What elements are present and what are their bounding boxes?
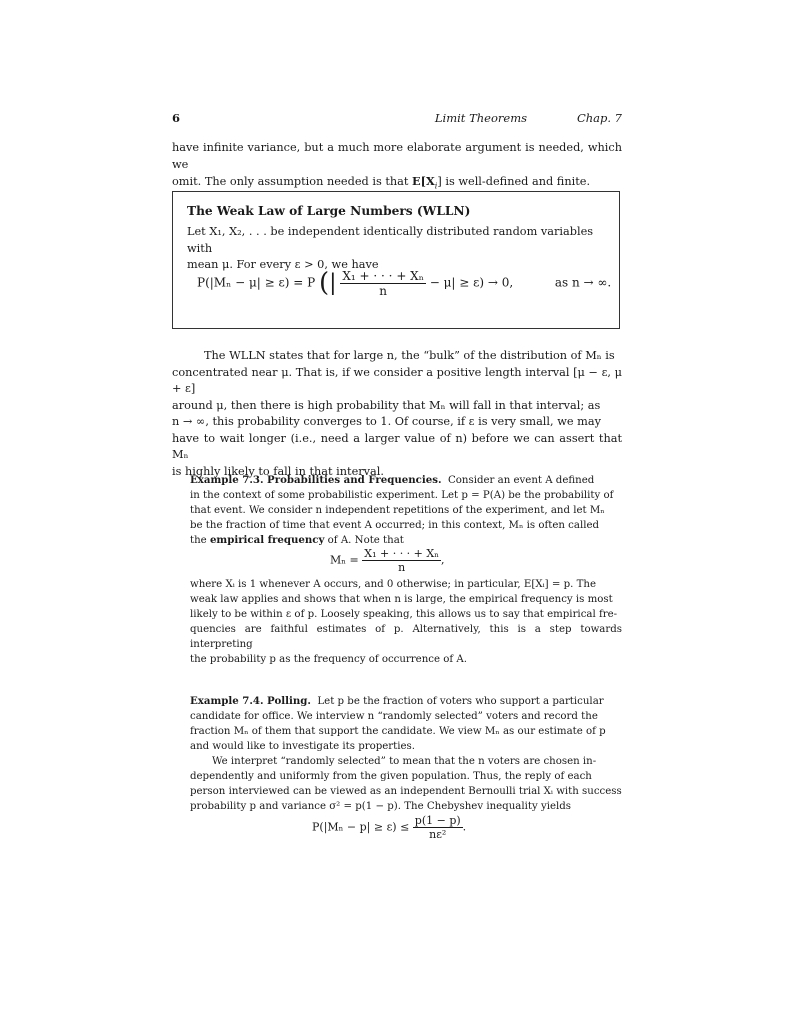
ex74-line: and would like to investigate its properties. (190, 741, 416, 752)
para-line: concentrated near μ. That is, if we consider a positive length interval [μ − ε, μ + ε] (172, 365, 622, 395)
wlln-theorem-box (172, 191, 620, 329)
wlln-condition: as n → ∞. (554, 275, 612, 290)
intro-line-2: omit. The only assumption needed is that $E[X_i]$ is well-defined and finite. (172, 174, 591, 191)
wlln-title: The Weak Law of Large Numbers (WLLN) (187, 204, 471, 218)
ex74-line-1: Example 7.4. Polling. Let p be the fraction of voters who support a particular (190, 695, 604, 707)
ex73-after-line: quencies are faithful estimates of p. Alternatively, this is a step towards interpreting (190, 624, 622, 650)
ex74-line: candidate for office. We interview n “randomly selected” voters and record the (190, 711, 598, 722)
wlln-line-1: Let X₁, X₂, . . . be independent identically distributed random variables with (187, 225, 594, 255)
ex74-heading: Example 7.4. Polling. (190, 695, 311, 707)
wlln-fraction: $\frac{\text{X₁ + · · · + Xₙ}}{n}$ (342, 268, 424, 298)
ex73-after-line: likely to be within ε of p. Loosely speaking, this allows us to say that empirical fre- (190, 609, 618, 620)
running-header (172, 111, 622, 129)
chebyshev-equation: P(|Mₙ − p| ≥ ε) ≤ $\frac{p(1 - p)}{\text{nε²}}$ . (312, 814, 467, 841)
wlln-statement (187, 224, 607, 274)
ex73-heading: Example 7.3. Probabilities and Frequencies. (190, 474, 442, 486)
abs-bar: | (329, 270, 337, 296)
para-line: n → ∞, this probability converges to 1. Of course, if ε is very small, we may (172, 415, 601, 428)
paren-open: ( (318, 268, 330, 298)
para-line: is highly likely to fall in that interval. (172, 464, 384, 478)
para-line: around μ, then there is high probability that Mₙ will fall in that interval; as (172, 398, 601, 412)
ex73-line-5: the empirical frequency of A. Note that (190, 534, 404, 546)
chapter-label: Chap. 7 (576, 111, 622, 125)
intro-line-1: have infinite variance, but a much more elaborate argument is needed, which we (172, 141, 622, 171)
chebyshev-fraction: $\frac{p(1 - p)}{\text{nε²}}$ (414, 814, 461, 841)
ex73-equation: Mₙ = $\frac{\text{X₁ + · · · + Xₙ}}{n}$ , (330, 547, 445, 574)
wlln-line-2: mean μ. For every ε > 0, we have (187, 258, 379, 271)
ex73-line: that event. We consider n independent repetitions of the experiment, and let Mₙ (190, 505, 605, 516)
ex74-para2-line: We interpret “randomly selected” to mean that the n voters are chosen in- (212, 756, 597, 767)
wlln-paragraph (172, 348, 622, 480)
ex73-line: in the context of some probabilistic experiment. Let p = P(A) be the probability of (190, 490, 614, 501)
page-number: 6 (172, 111, 181, 125)
ex74-para2-line: probability p and variance σ² = p(1 − p). The Chebyshev inequality yields (190, 801, 571, 812)
ex73-line: be the fraction of time that event A occurred; in this context, Mₙ is often called (190, 520, 600, 531)
empirical-frequency-term: empirical frequency (209, 534, 325, 546)
ex73-after-line: weak law applies and shows that when n is large, the empirical frequency is most (190, 594, 613, 605)
section-title: Limit Theorems (434, 111, 527, 125)
example-7-3 (190, 473, 622, 548)
para-line: The WLLN states that for large n, the “bulk” of the distribution of Mₙ is (204, 349, 615, 362)
ex73-after-line: where Xᵢ is 1 whenever A occurs, and 0 otherwise; in particular, E[Xᵢ] = p. The (190, 579, 596, 590)
intro-paragraph (172, 140, 622, 195)
para-line: have to wait longer (i.e., need a larger value of n) before we can assert that Mₙ (172, 431, 622, 461)
wlln-equation: P(|Mₙ − μ| ≥ ε) = P (| $\frac{\text{X₁ + · · · + Xₙ}}{n}$ − μ| ≥ ε) → 0, as n → ∞. (197, 268, 612, 298)
ex73-line-1: Example 7.3. Probabilities and Frequencies. Consider an event A defined (190, 474, 595, 486)
ex73-fraction: $\frac{\text{X₁ + · · · + Xₙ}}{n}$ (364, 547, 439, 574)
example-7-4 (190, 694, 622, 814)
ex74-line: fraction Mₙ of them that support the candidate. We view Mₙ as our estimate of p (190, 726, 606, 737)
ex74-para2-line: person interviewed can be viewed as an independent Bernoulli trial Xᵢ with success (190, 786, 622, 797)
ex74-para2-line: dependently and uniformly from the given population. Thus, the reply of each (190, 771, 592, 782)
ex73-continuation (190, 577, 622, 667)
ex73-after-line: the probability p as the frequency of occurrence of A. (190, 654, 467, 665)
